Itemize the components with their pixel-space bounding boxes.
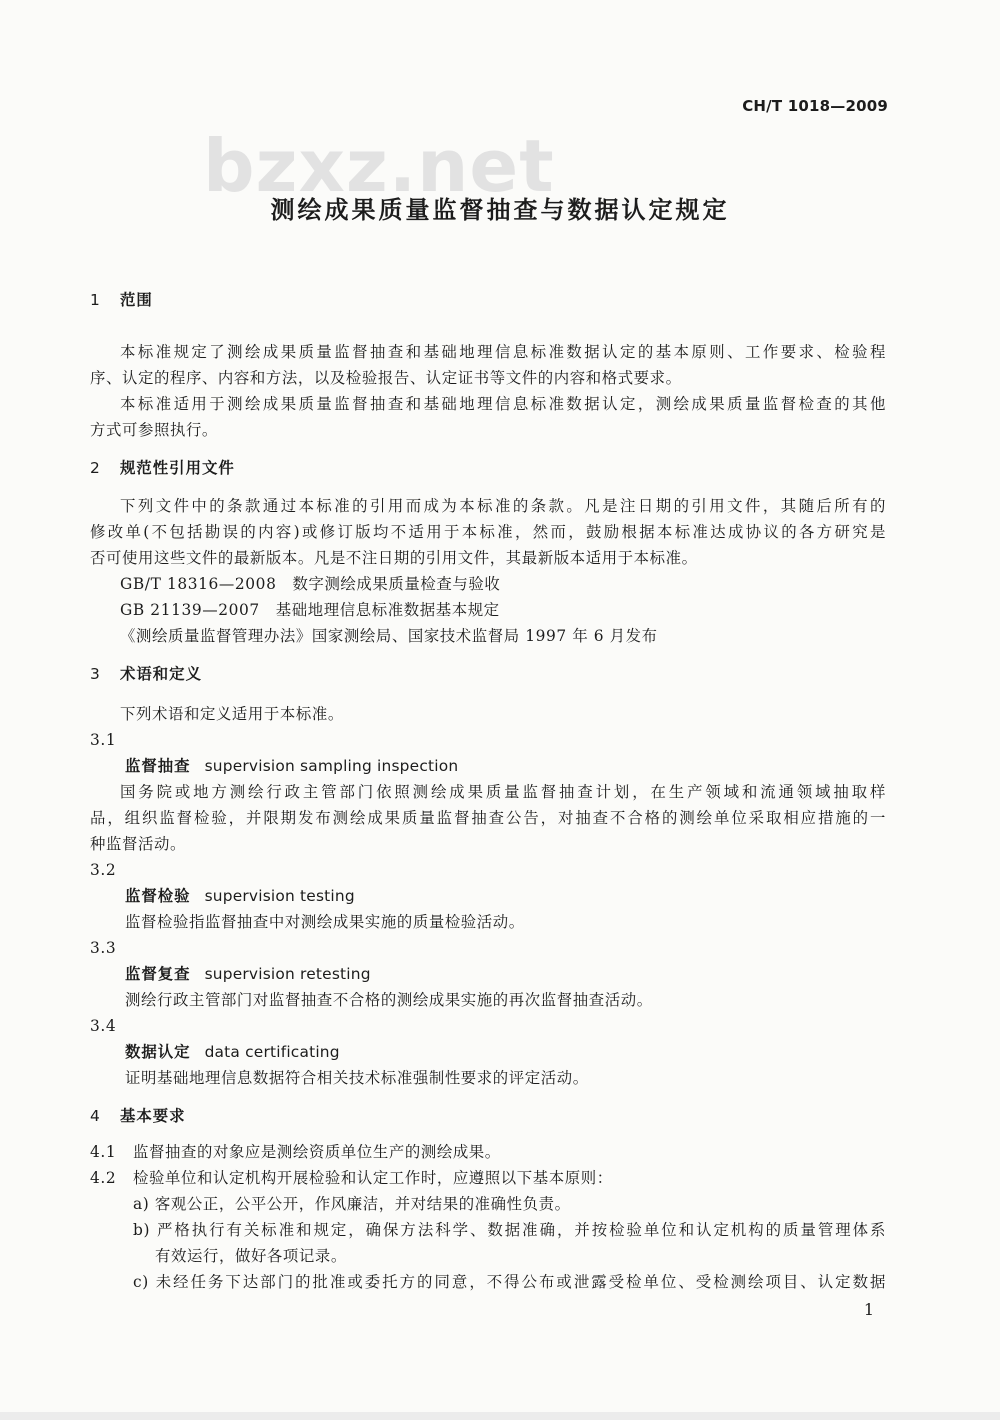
normative-reference: GB 21139—2007 基础地理信息标准数据基本规定 bbox=[120, 601, 500, 619]
clause-4-2 bbox=[90, 1168, 613, 1188]
term-english: supervision retesting bbox=[204, 965, 371, 983]
section-number: 4 bbox=[90, 1107, 101, 1125]
watermark: bzxz.net bbox=[203, 124, 555, 208]
clause-number: 4.1 bbox=[90, 1143, 117, 1161]
section-title: 术语和定义 bbox=[120, 665, 202, 683]
definition-line: 监督检验指监督抽查中对测绘成果实施的质量检验活动。 bbox=[125, 913, 525, 931]
list-item-c: c) 未经任务下达部门的批准或委托方的同意，不得公布或泄露受检单位、受检测绘项目、认定数据 bbox=[133, 1273, 886, 1291]
list-item-a: a) 客观公正，公平公开，作风廉洁，并对结果的准确性负责。 bbox=[133, 1195, 571, 1213]
section-number: 3 bbox=[90, 665, 101, 683]
document-title: 测绘成果质量监督抽查与数据认定规定 bbox=[270, 196, 730, 224]
clause-text: 监督抽查的对象应是测绘资质单位生产的测绘成果。 bbox=[133, 1143, 501, 1161]
paragraph-line: 否可使用这些文件的最新版本。凡是不注日期的引用文件，其最新版本适用于本标准。 bbox=[90, 549, 698, 567]
section-2-heading bbox=[90, 458, 235, 478]
paragraph-line: 序、认定的程序、内容和方法，以及检验报告、认定证书等文件的内容和格式要求。 bbox=[90, 369, 682, 387]
term-chinese: 监督检验 bbox=[125, 887, 191, 905]
term-number: 3.4 bbox=[90, 1017, 117, 1035]
definition-line: 证明基础地理信息数据符合相关技术标准强制性要求的评定活动。 bbox=[125, 1069, 589, 1087]
standard-code: CH/T 1018—2009 bbox=[742, 97, 888, 115]
section-1-heading bbox=[90, 290, 153, 310]
term-entry bbox=[125, 756, 458, 776]
section-3-heading bbox=[90, 664, 202, 684]
term-number: 3.3 bbox=[90, 939, 117, 957]
paragraph-line: 本标准适用于测绘成果质量监督抽查和基础地理信息标准数据认定，测绘成果质量监督检查的其他 bbox=[120, 395, 886, 413]
section-4-heading bbox=[90, 1106, 186, 1126]
clause-number: 4.2 bbox=[90, 1169, 117, 1187]
section-number: 2 bbox=[90, 459, 101, 477]
definition-line: 国务院或地方测绘行政主管部门依照测绘成果质量监督抽查计划，在生产领域和流通领域抽取样 bbox=[120, 783, 886, 801]
normative-reference: GB/T 18316—2008 数字测绘成果质量检查与验收 bbox=[120, 575, 501, 593]
term-chinese: 监督抽查 bbox=[125, 757, 191, 775]
term-number: 3.2 bbox=[90, 861, 117, 879]
definition-line: 测绘行政主管部门对监督抽查不合格的测绘成果实施的再次监督抽查活动。 bbox=[125, 991, 653, 1009]
term-english: supervision testing bbox=[204, 887, 355, 905]
paragraph-line: 本标准规定了测绘成果质量监督抽查和基础地理信息标准数据认定的基本原则、工作要求、检验程 bbox=[120, 343, 886, 361]
paragraph-line: 下列术语和定义适用于本标准。 bbox=[120, 705, 344, 723]
definition-line: 品，组织监督检验，并限期发布测绘成果质量监督抽查公告，对抽查不合格的测绘单位采取相应措施的一 bbox=[90, 809, 886, 827]
term-english: supervision sampling inspection bbox=[204, 757, 459, 775]
list-item-b: b) 严格执行有关标准和规定，确保方法科学、数据准确，并按检验单位和认定机构的质量管理体系 bbox=[133, 1221, 886, 1239]
definition-line: 种监督活动。 bbox=[90, 835, 186, 853]
term-entry bbox=[125, 886, 355, 906]
term-chinese: 监督复查 bbox=[125, 965, 191, 983]
paragraph-line: 修改单(不包括勘误的内容)或修订版均不适用于本标准，然而，鼓励根据本标准达成协议的各方研究是 bbox=[90, 523, 886, 541]
section-title: 范围 bbox=[120, 291, 153, 309]
term-entry bbox=[125, 1042, 340, 1062]
paragraph-line: 方式可参照执行。 bbox=[90, 421, 218, 439]
term-english: data certificating bbox=[204, 1043, 340, 1061]
paragraph-line: 下列文件中的条款通过本标准的引用而成为本标准的条款。凡是注日期的引用文件，其随后所有的 bbox=[120, 497, 886, 515]
term-entry bbox=[125, 964, 371, 984]
normative-reference: 《测绘质量监督管理办法》国家测绘局、国家技术监督局 1997 年 6 月发布 bbox=[120, 627, 658, 645]
term-chinese: 数据认定 bbox=[125, 1043, 191, 1061]
clause-text: 检验单位和认定机构开展检验和认定工作时，应遵照以下基本原则： bbox=[133, 1169, 613, 1187]
clause-4-1 bbox=[90, 1142, 501, 1162]
page-number: 1 bbox=[863, 1300, 874, 1319]
term-number: 3.1 bbox=[90, 731, 117, 749]
section-title: 基本要求 bbox=[120, 1107, 186, 1125]
section-number: 1 bbox=[90, 291, 101, 309]
section-title: 规范性引用文件 bbox=[120, 459, 235, 477]
list-item-b-continued: 有效运行，做好各项记录。 bbox=[155, 1247, 347, 1265]
scan-bottom-edge bbox=[0, 1412, 1000, 1420]
